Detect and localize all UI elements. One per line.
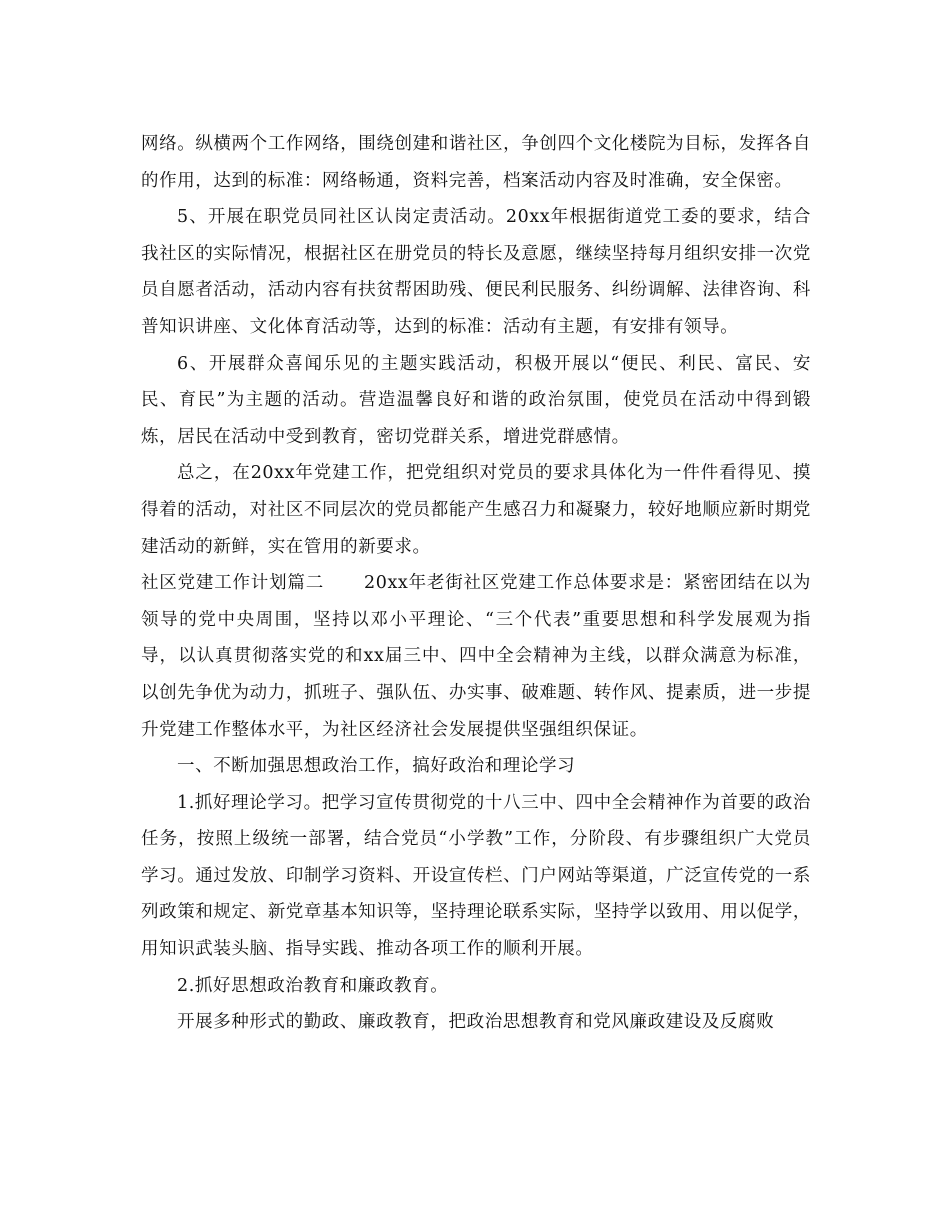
paragraph: 1.抓好理论学习。把学习宣传贯彻党的十八三中、四中全会精神作为首要的政治任务，按照上级统一部署，结合党员“小学教”工作，分阶段、有步骤组织广大党员学习。通过发放、印制学习资料、开设宣传栏、门户网站等渠道，广泛宣传党的一系列政策和规定、新党章基本知识等，坚持理论联系实际，坚持学以致用、用以促学，用知识武装头脑、指导实践、推动各项工作的顺利开展。 <box>141 792 811 960</box>
paragraph: 2.抓好思想政治教育和廉政教育。 <box>177 975 449 996</box>
paragraph: 开展多种形式的勤政、廉政教育，把政治思想教育和党风廉政建设及反腐败 <box>177 1012 775 1033</box>
paragraph: 5、开展在职党员同社区认岗定责活动。20xx年根据街道党工委的要求，结合我社区的实际情况，根据社区在册党员的特长及意愿，继续坚持每月组织安排一次党员自愿者活动，活动内容有扶贫帮困助残、便民利民服务、纠纷调解、法律咨询、科普知识讲座、文化体育活动等，达到的标准：活动有主题，有安排有领导。 <box>141 207 811 337</box>
paragraph: 6、开展群众喜闻乐见的主题实践活动，积极开展以“便民、利民、富民、安民、育民”为主题的活动。营造温馨良好和谐的政治氛围，使党员在活动中得到锻炼，居民在活动中受到教育，密切党群关系，增进党群感情。 <box>141 353 811 447</box>
section-title: 社区党建工作计划篇二 <box>141 573 324 594</box>
paragraph: 总之，在20xx年党建工作，把党组织对党员的要求具体化为一件件看得见、摸得着的活动，对社区不同层次的党员都能产生感召力和凝聚力，较好地顺应新时期党建活动的新鲜，实在管用的新要求。 <box>141 463 811 557</box>
document-body <box>141 126 811 1041</box>
section-block <box>141 565 811 748</box>
section-intro: 20xx年老街社区党建工作总体要求是：紧密团结在以为领导的党中央周围，坚持以邓小平理论、“三个代表”重要思想和科学发展观为指导，以认真贯彻落实党的和xx届三中、四中全会精神为主线，以群众满意为标准，以创先争优为动力，抓班子、强队伍、办实事、破难题、转作风、提素质，进一步提升党建工作整体水平，为社区经济社会发展提供坚强组织保证。 <box>141 573 811 740</box>
paragraph: 网络。纵横两个工作网络，围绕创建和谐社区，争创四个文化楼院为目标，发挥各自的作用，达到的标准：网络畅通，资料完善，档案活动内容及时准确，安全保密。 <box>141 134 811 191</box>
paragraph: 一、不断加强思想政治工作，搞好政治和理论学习 <box>177 756 576 777</box>
